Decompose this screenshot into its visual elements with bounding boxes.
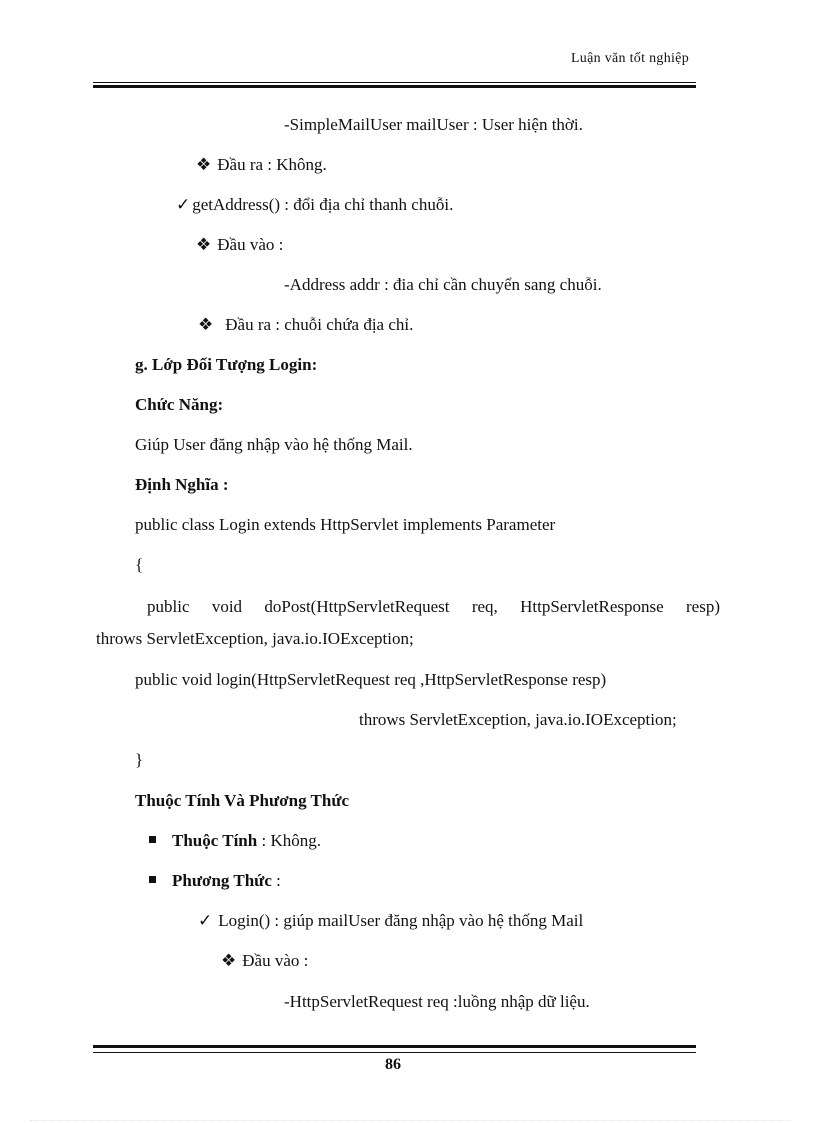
list-item-text: :: [271, 871, 281, 890]
footer-rule: [93, 1045, 696, 1053]
four-diamond-bullet-icon: ❖: [196, 155, 212, 174]
code-line: {: [135, 555, 144, 574]
code-word: resp): [686, 597, 720, 616]
list-item-text: : Không.: [257, 831, 321, 850]
text-line: Đầu vào :: [217, 235, 284, 254]
text-line: -Address addr : đia chỉ cần chuyển sang chuỗi.: [284, 275, 602, 294]
page-number: 86: [385, 1056, 401, 1073]
code-line: public class Login extends HttpServlet implements Parameter: [135, 515, 556, 534]
check-mark-icon: ✓: [176, 195, 191, 214]
section-heading: g. Lớp Đối Tượng Login:: [135, 355, 318, 374]
list-item: [149, 830, 321, 852]
check-mark-icon: ✓: [198, 911, 213, 930]
list-item: [198, 314, 413, 336]
text-line: Đầu ra : Không.: [217, 155, 327, 174]
text-line: Login() : giúp mailUser đăng nhập vào hệ thống Mail: [218, 911, 584, 930]
four-diamond-bullet-icon: ❖: [196, 235, 212, 254]
list-item-label: Thuộc Tính: [172, 831, 258, 850]
four-diamond-bullet-icon: ❖: [198, 315, 214, 334]
list-item: [196, 234, 283, 256]
square-bullet-icon: [149, 876, 156, 883]
list-item: [149, 870, 281, 892]
list-item: [196, 154, 327, 176]
code-word: HttpServletResponse: [520, 597, 664, 616]
list-item: [221, 950, 308, 972]
header-title: Luận văn tốt nghiệp: [570, 51, 689, 66]
code-word: void: [211, 597, 243, 616]
list-item: [198, 910, 583, 932]
text-line: -SimpleMailUser mailUser : User hiện thời.: [284, 115, 583, 134]
four-diamond-bullet-icon: ❖: [221, 951, 237, 970]
text-line: getAddress() : đổi địa chỉ thanh chuỗi.: [192, 195, 454, 214]
sub-heading: Chức Năng:: [135, 395, 224, 414]
text-line: Đầu ra : chuỗi chứa địa chỉ.: [225, 315, 414, 334]
page-edge: [30, 1120, 790, 1121]
code-word: doPost(HttpServletRequest: [264, 597, 450, 616]
list-item: [176, 194, 453, 216]
square-bullet-icon: [149, 836, 156, 843]
sub-heading: Thuộc Tính Và Phương Thức: [135, 791, 350, 810]
text-line: Giúp User đăng nhập vào hệ thống Mail.: [135, 435, 413, 454]
text-line: -HttpServletRequest req :luồng nhập dữ liệu.: [284, 992, 590, 1011]
code-line: [147, 596, 720, 618]
code-line: throws ServletException, java.io.IOException;: [359, 710, 677, 729]
header-rule: [93, 80, 696, 88]
code-word: req,: [471, 597, 498, 616]
code-line: }: [135, 750, 144, 769]
list-item-label: Phương Thức: [172, 871, 272, 890]
code-word: public: [147, 597, 190, 616]
sub-heading: Định Nghĩa :: [135, 475, 229, 494]
code-line: public void login(HttpServletRequest req ,HttpServletResponse resp): [135, 670, 607, 689]
code-line: throws ServletException, java.io.IOException;: [96, 629, 414, 648]
text-line: Đầu vào :: [242, 951, 309, 970]
